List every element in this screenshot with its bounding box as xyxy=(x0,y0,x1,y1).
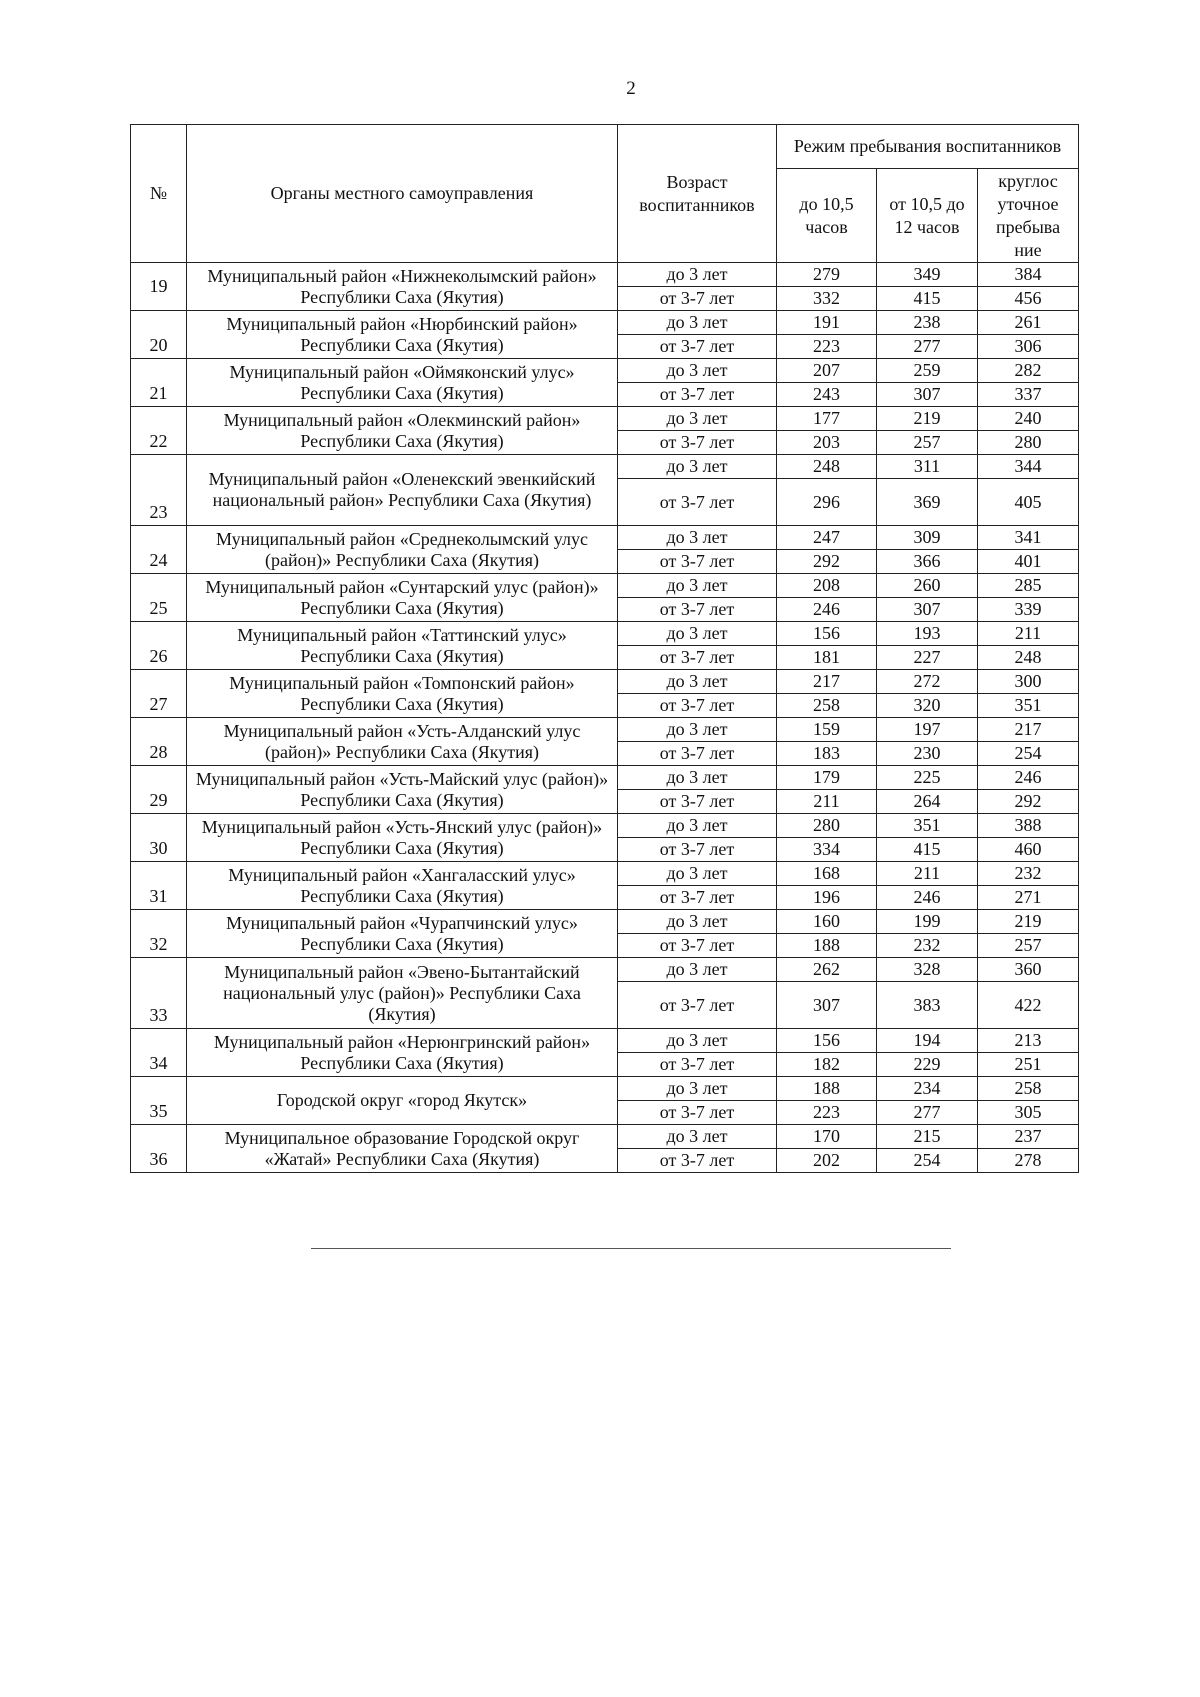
tariff-value: 351 xyxy=(978,694,1079,718)
tariff-value: 349 xyxy=(877,263,978,287)
tariff-value: 246 xyxy=(777,598,877,622)
row-number: 25 xyxy=(131,574,187,622)
organ-name: Муниципальный район «Томпонский район» Республики Саха (Якутия) xyxy=(187,670,618,718)
age-group: от 3-7 лет xyxy=(618,790,777,814)
tariff-value: 168 xyxy=(777,862,877,886)
tariff-value: 307 xyxy=(877,383,978,407)
tariff-value: 223 xyxy=(777,1101,877,1125)
organ-name: Муниципальный район «Нерюнгринский район» Республики Саха (Якутия) xyxy=(187,1029,618,1077)
tariff-value: 311 xyxy=(877,455,978,479)
tariff-value: 279 xyxy=(777,263,877,287)
age-group: до 3 лет xyxy=(618,718,777,742)
age-group: от 3-7 лет xyxy=(618,383,777,407)
age-group: от 3-7 лет xyxy=(618,838,777,862)
organ-name: Муниципальный район «Нюрбинский район» Республики Саха (Якутия) xyxy=(187,311,618,359)
organ-name: Муниципальный район «Эвено-Бытантайский национальный улус (район)» Республики Саха (Якутия) xyxy=(187,958,618,1029)
tariff-value: 264 xyxy=(877,790,978,814)
age-group: от 3-7 лет xyxy=(618,431,777,455)
tariff-value: 217 xyxy=(777,670,877,694)
age-group: от 3-7 лет xyxy=(618,646,777,670)
tariff-value: 156 xyxy=(777,1029,877,1053)
table-row xyxy=(131,526,1079,550)
tariff-value: 405 xyxy=(978,479,1079,526)
tariff-value: 334 xyxy=(777,838,877,862)
organ-name: Муниципальный район «Хангаласский улус» Республики Саха (Якутия) xyxy=(187,862,618,910)
tariff-value: 197 xyxy=(877,718,978,742)
tariff-value: 246 xyxy=(978,766,1079,790)
age-group: от 3-7 лет xyxy=(618,694,777,718)
age-group: от 3-7 лет xyxy=(618,479,777,526)
tariff-value: 285 xyxy=(978,574,1079,598)
tariff-value: 232 xyxy=(877,934,978,958)
tariff-value: 191 xyxy=(777,311,877,335)
tariff-value: 369 xyxy=(877,479,978,526)
age-group: до 3 лет xyxy=(618,574,777,598)
header-age: Возраст воспитанников xyxy=(618,125,777,263)
organ-name: Муниципальный район «Олекминский район» Республики Саха (Якутия) xyxy=(187,407,618,455)
table-row xyxy=(131,311,1079,335)
row-number: 28 xyxy=(131,718,187,766)
tariff-value: 217 xyxy=(978,718,1079,742)
row-number: 33 xyxy=(131,958,187,1029)
age-group: до 3 лет xyxy=(618,311,777,335)
tariff-value: 246 xyxy=(877,886,978,910)
header-mode-group: Режим пребывания воспитанников xyxy=(777,125,1079,169)
age-group: от 3-7 лет xyxy=(618,742,777,766)
age-group: до 3 лет xyxy=(618,263,777,287)
header-mode-1: до 10,5 часов xyxy=(777,169,877,263)
age-group: от 3-7 лет xyxy=(618,1149,777,1173)
header-organ: Органы местного самоуправления xyxy=(187,125,618,263)
tariff-value: 179 xyxy=(777,766,877,790)
tariff-value: 262 xyxy=(777,958,877,982)
tariff-value: 183 xyxy=(777,742,877,766)
age-group: от 3-7 лет xyxy=(618,982,777,1029)
tariff-value: 337 xyxy=(978,383,1079,407)
organ-name: Муниципальный район «Чурапчинский улус» Республики Саха (Якутия) xyxy=(187,910,618,958)
tariff-value: 280 xyxy=(978,431,1079,455)
tariff-value: 257 xyxy=(877,431,978,455)
tariff-value: 170 xyxy=(777,1125,877,1149)
tariff-value: 248 xyxy=(978,646,1079,670)
row-number: 34 xyxy=(131,1029,187,1077)
organ-name: Муниципальный район «Среднеколымский улус (район)» Республики Саха (Якутия) xyxy=(187,526,618,574)
table-row xyxy=(131,910,1079,934)
tariff-value: 211 xyxy=(978,622,1079,646)
tariff-value: 460 xyxy=(978,838,1079,862)
header-mode-2: от 10,5 до 12 часов xyxy=(877,169,978,263)
tariff-value: 260 xyxy=(877,574,978,598)
organ-name: Муниципальный район «Усть-Майский улус (район)» Республики Саха (Якутия) xyxy=(187,766,618,814)
tariff-value: 292 xyxy=(777,550,877,574)
tariff-value: 211 xyxy=(877,862,978,886)
tariff-value: 307 xyxy=(877,598,978,622)
tariff-value: 193 xyxy=(877,622,978,646)
tariff-value: 272 xyxy=(877,670,978,694)
tariff-value: 456 xyxy=(978,287,1079,311)
tariff-value: 292 xyxy=(978,790,1079,814)
table-row xyxy=(131,1029,1079,1053)
tariff-value: 258 xyxy=(978,1077,1079,1101)
tariff-value: 223 xyxy=(777,335,877,359)
table-row xyxy=(131,574,1079,598)
tariff-value: 271 xyxy=(978,886,1079,910)
row-number: 19 xyxy=(131,263,187,311)
tariff-value: 300 xyxy=(978,670,1079,694)
tariff-value: 251 xyxy=(978,1053,1079,1077)
tariff-value: 277 xyxy=(877,335,978,359)
tariff-value: 360 xyxy=(978,958,1079,982)
tariff-value: 254 xyxy=(978,742,1079,766)
tariff-value: 384 xyxy=(978,263,1079,287)
tariff-value: 383 xyxy=(877,982,978,1029)
tariff-value: 307 xyxy=(777,982,877,1029)
age-group: от 3-7 лет xyxy=(618,287,777,311)
age-group: до 3 лет xyxy=(618,1077,777,1101)
tariff-value: 229 xyxy=(877,1053,978,1077)
tariff-value: 196 xyxy=(777,886,877,910)
age-group: от 3-7 лет xyxy=(618,934,777,958)
tariff-value: 282 xyxy=(978,359,1079,383)
tariff-value: 305 xyxy=(978,1101,1079,1125)
tariff-value: 219 xyxy=(978,910,1079,934)
row-number: 27 xyxy=(131,670,187,718)
tariff-value: 344 xyxy=(978,455,1079,479)
row-number: 31 xyxy=(131,862,187,910)
tariff-value: 243 xyxy=(777,383,877,407)
footer-divider xyxy=(311,1248,951,1249)
tariff-value: 341 xyxy=(978,526,1079,550)
table-row xyxy=(131,455,1079,479)
age-group: до 3 лет xyxy=(618,814,777,838)
organ-name: Городской округ «город Якутск» xyxy=(187,1077,618,1125)
tariff-value: 415 xyxy=(877,838,978,862)
table-row xyxy=(131,1077,1079,1101)
age-group: до 3 лет xyxy=(618,862,777,886)
table-row xyxy=(131,958,1079,982)
tariff-value: 240 xyxy=(978,407,1079,431)
age-group: до 3 лет xyxy=(618,1125,777,1149)
tariff-value: 238 xyxy=(877,311,978,335)
tariff-value: 415 xyxy=(877,287,978,311)
tariff-value: 401 xyxy=(978,550,1079,574)
tariff-value: 258 xyxy=(777,694,877,718)
tariff-value: 328 xyxy=(877,958,978,982)
row-number: 21 xyxy=(131,359,187,407)
tariff-value: 296 xyxy=(777,479,877,526)
age-group: от 3-7 лет xyxy=(618,886,777,910)
tariff-value: 188 xyxy=(777,1077,877,1101)
tariff-value: 254 xyxy=(877,1149,978,1173)
tariff-value: 277 xyxy=(877,1101,978,1125)
table-row xyxy=(131,718,1079,742)
tariff-value: 388 xyxy=(978,814,1079,838)
tariff-value: 181 xyxy=(777,646,877,670)
organ-name: Муниципальный район «Оймяконский улус» Республики Саха (Якутия) xyxy=(187,359,618,407)
tariff-value: 230 xyxy=(877,742,978,766)
table-row xyxy=(131,622,1079,646)
organ-name: Муниципальное образование Городской округ «Жатай» Республики Саха (Якутия) xyxy=(187,1125,618,1173)
tariff-value: 248 xyxy=(777,455,877,479)
row-number: 22 xyxy=(131,407,187,455)
header-number: № xyxy=(131,125,187,263)
tariff-value: 351 xyxy=(877,814,978,838)
tariff-value: 160 xyxy=(777,910,877,934)
row-number: 36 xyxy=(131,1125,187,1173)
tariff-table xyxy=(130,124,1079,1173)
tariff-value: 278 xyxy=(978,1149,1079,1173)
age-group: до 3 лет xyxy=(618,766,777,790)
organ-name: Муниципальный район «Усть-Алданский улус (район)» Республики Саха (Якутия) xyxy=(187,718,618,766)
tariff-value: 182 xyxy=(777,1053,877,1077)
organ-name: Муниципальный район «Оленекский эвенкийский национальный район» Республики Саха (Якутия) xyxy=(187,455,618,526)
tariff-value: 320 xyxy=(877,694,978,718)
table-row xyxy=(131,814,1079,838)
tariff-value: 332 xyxy=(777,287,877,311)
tariff-value: 339 xyxy=(978,598,1079,622)
tariff-value: 247 xyxy=(777,526,877,550)
tariff-value: 237 xyxy=(978,1125,1079,1149)
table-row xyxy=(131,670,1079,694)
tariff-value: 306 xyxy=(978,335,1079,359)
tariff-value: 257 xyxy=(978,934,1079,958)
tariff-value: 232 xyxy=(978,862,1079,886)
age-group: до 3 лет xyxy=(618,359,777,383)
tariff-value: 280 xyxy=(777,814,877,838)
row-number: 35 xyxy=(131,1077,187,1125)
tariff-value: 207 xyxy=(777,359,877,383)
tariff-value: 261 xyxy=(978,311,1079,335)
organ-name: Муниципальный район «Сунтарский улус (район)» Республики Саха (Якутия) xyxy=(187,574,618,622)
tariff-value: 225 xyxy=(877,766,978,790)
organ-name: Муниципальный район «Усть-Янский улус (район)» Республики Саха (Якутия) xyxy=(187,814,618,862)
tariff-value: 156 xyxy=(777,622,877,646)
tariff-value: 213 xyxy=(978,1029,1079,1053)
header-mode-3: круглос уточное пребыва ние xyxy=(978,169,1079,263)
tariff-value: 227 xyxy=(877,646,978,670)
age-group: до 3 лет xyxy=(618,407,777,431)
table-row xyxy=(131,263,1079,287)
age-group: до 3 лет xyxy=(618,455,777,479)
table-row xyxy=(131,862,1079,886)
tariff-value: 366 xyxy=(877,550,978,574)
tariff-value: 177 xyxy=(777,407,877,431)
age-group: от 3-7 лет xyxy=(618,550,777,574)
table-body xyxy=(131,263,1079,1173)
tariff-value: 188 xyxy=(777,934,877,958)
tariff-value: 202 xyxy=(777,1149,877,1173)
age-group: от 3-7 лет xyxy=(618,598,777,622)
age-group: до 3 лет xyxy=(618,526,777,550)
age-group: от 3-7 лет xyxy=(618,1101,777,1125)
tariff-value: 159 xyxy=(777,718,877,742)
row-number: 20 xyxy=(131,311,187,359)
row-number: 30 xyxy=(131,814,187,862)
table-row xyxy=(131,766,1079,790)
tariff-value: 219 xyxy=(877,407,978,431)
page-number: 2 xyxy=(626,78,636,99)
tariff-value: 199 xyxy=(877,910,978,934)
table-header xyxy=(131,125,1079,263)
age-group: до 3 лет xyxy=(618,1029,777,1053)
tariff-value: 194 xyxy=(877,1029,978,1053)
row-number: 26 xyxy=(131,622,187,670)
row-number: 32 xyxy=(131,910,187,958)
age-group: до 3 лет xyxy=(618,910,777,934)
tariff-value: 215 xyxy=(877,1125,978,1149)
age-group: до 3 лет xyxy=(618,958,777,982)
organ-name: Муниципальный район «Таттинский улус» Республики Саха (Якутия) xyxy=(187,622,618,670)
age-group: от 3-7 лет xyxy=(618,335,777,359)
row-number: 23 xyxy=(131,455,187,526)
tariff-value: 234 xyxy=(877,1077,978,1101)
tariff-value: 309 xyxy=(877,526,978,550)
table-row xyxy=(131,359,1079,383)
table-row xyxy=(131,1125,1079,1149)
tariff-value: 211 xyxy=(777,790,877,814)
row-number: 24 xyxy=(131,526,187,574)
tariff-value: 422 xyxy=(978,982,1079,1029)
organ-name: Муниципальный район «Нижнеколымский район» Республики Саха (Якутия) xyxy=(187,263,618,311)
tariff-value: 259 xyxy=(877,359,978,383)
table-row xyxy=(131,407,1079,431)
age-group: от 3-7 лет xyxy=(618,1053,777,1077)
age-group: до 3 лет xyxy=(618,622,777,646)
row-number: 29 xyxy=(131,766,187,814)
tariff-value: 203 xyxy=(777,431,877,455)
tariff-value: 208 xyxy=(777,574,877,598)
age-group: до 3 лет xyxy=(618,670,777,694)
